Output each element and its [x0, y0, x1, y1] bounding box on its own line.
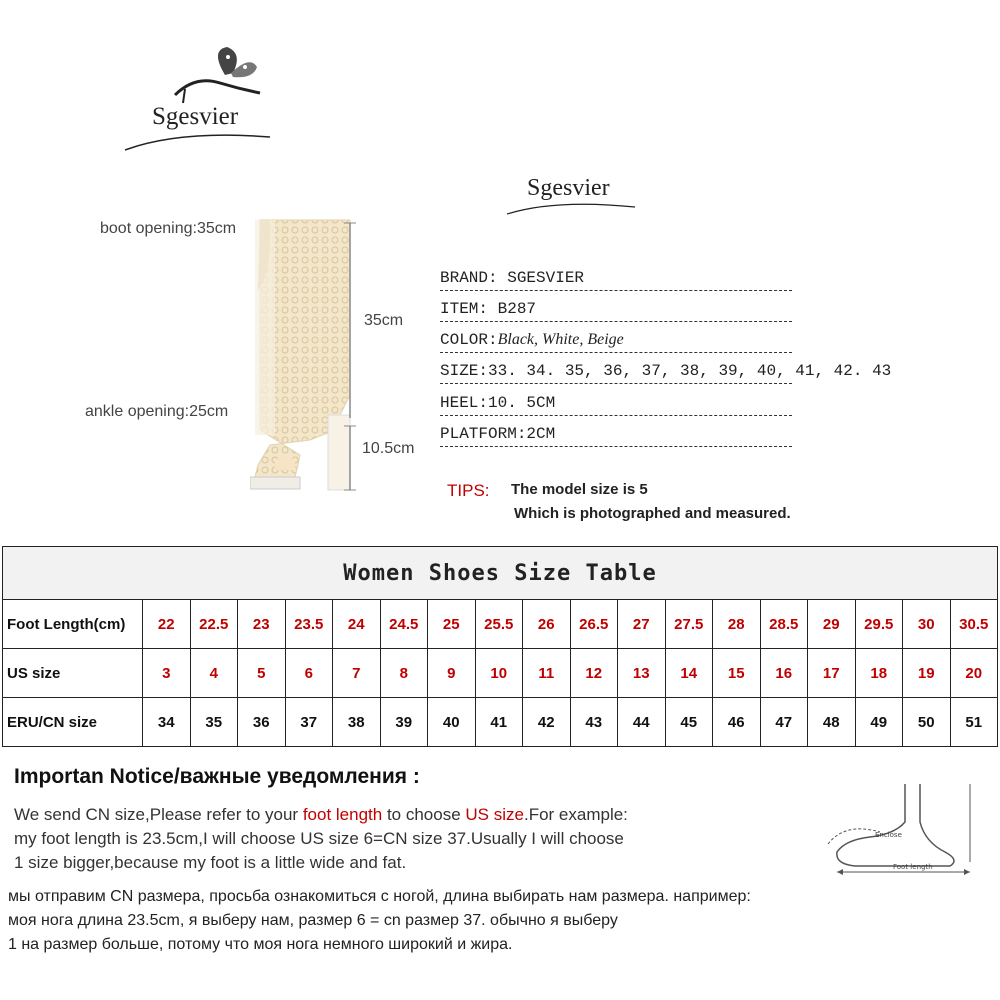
table-cell: 28.5 [760, 600, 808, 649]
foot-diagram [825, 782, 985, 877]
table-cell: 42 [523, 698, 571, 747]
table-cell: 38 [333, 698, 381, 747]
table-cell: 6 [285, 649, 333, 698]
tips-line2: Which is photographed and measured. [514, 505, 791, 522]
table-cell: 18 [855, 649, 903, 698]
row-label: US size [3, 649, 143, 698]
heel-height-label: 10.5cm [362, 440, 415, 457]
table-cell: 46 [713, 698, 761, 747]
brand-logo [120, 45, 280, 155]
table-cell: 40 [428, 698, 476, 747]
table-cell: 13 [618, 649, 666, 698]
table-cell: 29 [808, 600, 856, 649]
size-table-title: Women Shoes Size Table [3, 547, 998, 600]
table-cell: 19 [903, 649, 951, 698]
table-cell: 25.5 [475, 600, 523, 649]
notice-ru-line2: моя нога длина 23.5cm, я выберу нам, размер 6 = cn размер 37. обычно я выберу [8, 912, 618, 929]
table-row [3, 600, 998, 649]
table-cell: 16 [760, 649, 808, 698]
table-cell: 24.5 [380, 600, 428, 649]
table-cell: 9 [428, 649, 476, 698]
table-cell: 7 [333, 649, 381, 698]
enclose-label: Enclose [875, 831, 902, 839]
table-cell: 44 [618, 698, 666, 747]
tips-label: TIPS: [447, 481, 490, 500]
spec-size: SIZE:33. 34. 35, 36, 37, 38, 39, 40, 41, 42. 43 [440, 361, 792, 384]
table-cell: 49 [855, 698, 903, 747]
notice-title: Importan Notice/важные уведомления : [14, 765, 420, 788]
table-cell: 10 [475, 649, 523, 698]
size-table [2, 546, 998, 747]
spec-heel: HEEL:10. 5CM [440, 393, 792, 416]
table-cell: 8 [380, 649, 428, 698]
row-label: ERU/CN size [3, 698, 143, 747]
row-label: Foot Length(cm) [3, 600, 143, 649]
spec-brand: BRAND: SGESVIER [440, 268, 792, 291]
table-cell: 37 [285, 698, 333, 747]
ankle-opening-label: ankle opening:25cm [85, 403, 229, 420]
table-cell: 30 [903, 600, 951, 649]
spec-platform: PLATFORM:2CM [440, 424, 792, 447]
table-cell: 23.5 [285, 600, 333, 649]
tips-line1: The model size is 5 [511, 481, 648, 498]
table-cell: 5 [238, 649, 286, 698]
table-cell: 51 [950, 698, 998, 747]
notice-ru-line1: мы отправим CN размера, просьба ознакомиться с ногой, длина выбирать нам размера. например: [8, 888, 751, 905]
spec-item: ITEM: B287 [440, 299, 792, 322]
brand-logo-small [505, 175, 640, 215]
brand-logo-small-text: Sgesvier [527, 175, 610, 201]
table-cell: 41 [475, 698, 523, 747]
notice-en-line1: We send CN size,Please refer to your foot length to choose US size.For example: [14, 805, 628, 824]
table-cell: 47 [760, 698, 808, 747]
table-row [3, 649, 998, 698]
table-cell: 48 [808, 698, 856, 747]
table-cell: 28 [713, 600, 761, 649]
brand-logo-text: Sgesvier [152, 103, 239, 130]
table-cell: 45 [665, 698, 713, 747]
table-cell: 17 [808, 649, 856, 698]
table-cell: 39 [380, 698, 428, 747]
spec-color: COLOR:Black, White, Beige [440, 330, 792, 353]
notice-ru-line3: 1 на размер больше, потому что моя нога немного широкий и жира. [8, 936, 513, 953]
table-cell: 50 [903, 698, 951, 747]
dimension-lines [344, 218, 356, 518]
table-cell: 29.5 [855, 600, 903, 649]
table-cell: 3 [143, 649, 191, 698]
table-cell: 12 [570, 649, 618, 698]
table-cell: 27 [618, 600, 666, 649]
boot-opening-label: boot opening:35cm [100, 220, 237, 237]
logo-swoosh-small [505, 197, 640, 217]
table-cell: 25 [428, 600, 476, 649]
table-cell: 36 [238, 698, 286, 747]
notice-en-line3: 1 size bigger,because my foot is a little wide and fat. [14, 853, 407, 872]
table-cell: 35 [190, 698, 238, 747]
table-cell: 22 [143, 600, 191, 649]
table-cell: 22.5 [190, 600, 238, 649]
table-cell: 30.5 [950, 600, 998, 649]
table-cell: 14 [665, 649, 713, 698]
shaft-height-label: 35cm [364, 312, 404, 329]
table-cell: 26.5 [570, 600, 618, 649]
table-cell: 26 [523, 600, 571, 649]
logo-swoosh [120, 125, 280, 155]
table-cell: 34 [143, 698, 191, 747]
table-cell: 4 [190, 649, 238, 698]
foot-length-label: Foot length [893, 863, 933, 871]
table-cell: 27.5 [665, 600, 713, 649]
table-cell: 43 [570, 698, 618, 747]
table-cell: 20 [950, 649, 998, 698]
notice-en-line2: my foot length is 23.5cm,I will choose US size 6=CN size 37.Usually I will choose [14, 829, 624, 848]
table-row [3, 698, 998, 747]
table-cell: 24 [333, 600, 381, 649]
table-cell: 15 [713, 649, 761, 698]
table-cell: 11 [523, 649, 571, 698]
butterfly-heel-shoe-icon [165, 45, 275, 105]
table-cell: 23 [238, 600, 286, 649]
